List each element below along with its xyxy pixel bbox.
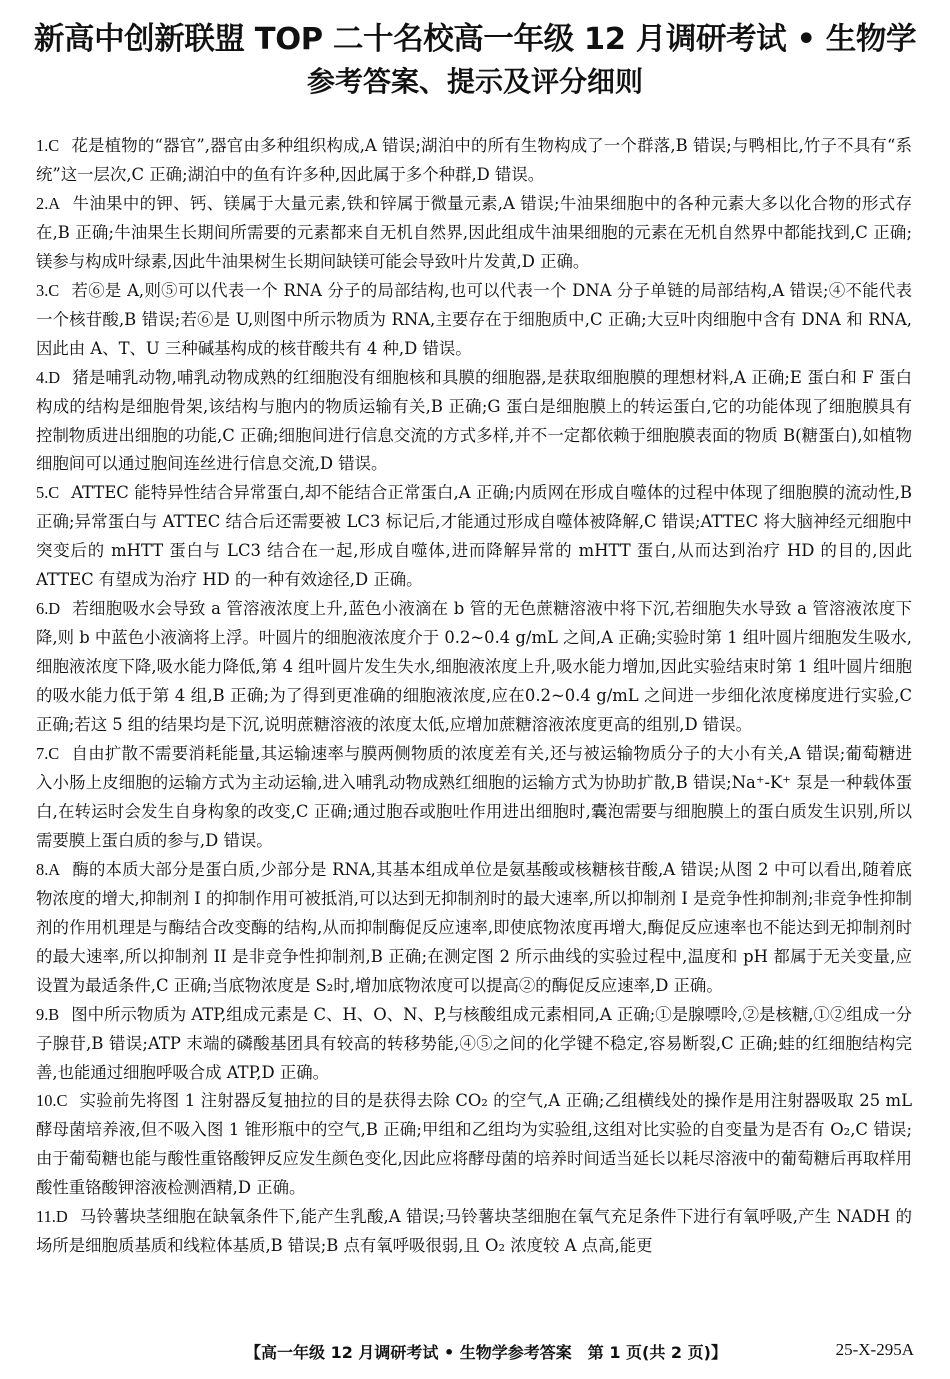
- page-subtitle: 参考答案、提示及评分细则: [306, 65, 643, 98]
- item-answer: C: [48, 744, 60, 764]
- item-answer: C: [48, 483, 60, 503]
- footer-code: 25-X-295A: [835, 1340, 914, 1359]
- page-title: 新高中创新联盟 TOP 二十名校高一年级 12 月调研考试 • 生物学: [33, 22, 917, 57]
- item-number: 4.: [36, 367, 49, 387]
- item-explanation: 酶的本质大部分是蛋白质,少部分是 RNA,其基本组成单位是氨基酸或核糖核苷酸,A 错误;从图 2 中可以看出,随着底物浓度的增大,抑制剂 I 的抑制作用可被抵消,可以达到无抑制剂时的最大速率,所以抑制剂 I 是竞争性抑制剂;非竞争性抑制剂的作用机理是与酶结合改变酶的结构,从而抑制酶促反应速率,即使底物浓度再增大,酶促反应速率也不能达到无抑制剂时的最大速率,所以抑制剂 II 是非竞争性抑制剂,B 正确;在测定图 2 所示曲线的实验过程中,温度和 pH 都属于无关变量,应设置为最适条件,C 正确;当底物浓度是 S₂时,增加底物浓度可以提高②的酶促反应速率,D 正确。: [36, 859, 912, 995]
- answer-item-9: [36, 1001, 912, 1088]
- item-number: 3.: [36, 280, 49, 300]
- item-explanation: 花是植物的“器官”,器官由多种组织构成,A 错误;湖泊中的所有生物构成了一个群落,B 错误;与鸭相比,竹子不具有“系统”这一层次,C 正确;湖泊中的鱼有许多种,因此属于多个种群,D 错误。: [36, 136, 912, 184]
- item-answer: C: [56, 1091, 68, 1111]
- item-number: 9.: [36, 1004, 49, 1024]
- footer-title: 【高一年级 12 月调研考试 • 生物学参考答案 第 1 页(共 2 页)】: [245, 1343, 727, 1362]
- answer-item-11: [36, 1203, 912, 1261]
- answer-item-2: [36, 190, 912, 277]
- item-explanation: 自由扩散不需要消耗能量,其运输速率与膜两侧物质的浓度差有关,还与被运输物质分子的大小有关,A 错误;葡萄糖进入小肠上皮细胞的运输方式为主动运输,进入哺乳动物成熟红细胞的运输方式为协助扩散,B 错误;Na⁺-K⁺ 泵是一种载体蛋白,在转运时会发生自身构象的改变,C 正确;通过胞吞或胞吐作用进出细胞时,囊泡需要与细胞膜上的蛋白质发生识别,所以需要膜上蛋白质的参与,D 错误。: [36, 744, 912, 850]
- item-explanation: 若细胞吸水会导致 a 管溶液浓度上升,蓝色小液滴在 b 管的无色蔗糖溶液中将下沉,若细胞失水导致 a 管溶液浓度下降,则 b 中蓝色小液滴将上浮。叶圆片的细胞液浓度介于 0.2~0.4 g/mL 之间,A 正确;实验时第 1 组叶圆片细胞发生吸水,细胞液浓度下降,吸水能力降低,第 4 组叶圆片发生失水,细胞液浓度上升,吸水能力增加,因此实验结束时第 1 组叶圆片细胞的吸水能力低于第 4 组,B 正确;为了得到更准确的细胞液浓度,应在0.2~0.4 g/mL 之间进一步细化浓度梯度进行实验,C 正确;若这 5 组的结果均是下沉,说明蔗糖溶液的浓度太低,应增加蔗糖溶液浓度更高的组别,D 错误。: [36, 599, 912, 735]
- item-number: 5.: [36, 483, 49, 503]
- item-number: 8.: [36, 859, 49, 879]
- item-explanation: 图中所示物质为 ATP,组成元素是 C、H、O、N、P,与核酸组成元素相同,A 正确;①是腺嘌呤,②是核糖,①②组成一分子腺苷,B 错误;ATP 末端的磷酸基团具有较高的转移势能,④⑤之间的化学键不稳定,容易断裂,C 正确;蛙的红细胞结构完善,也能通过细胞呼吸合成 ATP,D 正确。: [36, 1004, 912, 1082]
- item-number: 6.: [36, 599, 49, 619]
- item-explanation: ATTEC 能特异性结合异常蛋白,却不能结合正常蛋白,A 正确;内质网在形成自噬体的过程中体现了细胞膜的流动性,B 正确;异常蛋白与 ATTEC 结合后还需要被 LC3 标记后,才能通过形成自噬体被降解,C 错误;ATTEC 将大脑神经元细胞中突变后的 mHTT 蛋白与 LC3 结合在一起,形成自噬体,进而降解异常的 mHTT 蛋白,从而达到治疗 HD 的目的,因此 ATTEC 有望成为治疗 HD 的一种有效途径,D 正确。: [36, 483, 912, 590]
- answer-item-3: [36, 277, 912, 364]
- item-answer: D: [55, 1207, 68, 1227]
- item-explanation: 猪是哺乳动物,哺乳动物成熟的红细胞没有细胞核和具膜的细胞器,是获取细胞膜的理想材料,A 正确;E 蛋白和 F 蛋白构成的结构是细胞骨架,该结构与胞内的物质运输有关,B 正确;G 蛋白是细胞膜上的转运蛋白,它的功能体现了细胞膜具有控制物质进出细胞的功能,C 正确;细胞间进行信息交流的方式多样,并不一定都依赖于细胞膜表面的物质 B(糖蛋白),如植物细胞间可以通过胞间连丝进行信息交流,D 错误。: [36, 367, 912, 474]
- item-number: 11.: [36, 1207, 56, 1227]
- item-answer: D: [48, 367, 61, 387]
- answer-item-6: [36, 595, 912, 740]
- item-number: 10.: [36, 1091, 57, 1111]
- answer-item-4: [36, 364, 912, 480]
- answer-item-5: [36, 479, 912, 595]
- item-answer: D: [48, 599, 61, 619]
- item-explanation: 若⑥是 A,则⑤可以代表一个 RNA 分子的局部结构,也可以代表一个 DNA 分子单链的局部结构,A 错误;④不能代表一个核苷酸,B 错误;若⑥是 U,则图中所示物质为 RNA,主要存在于细胞质中,C 正确;大豆叶肉细胞中含有 DNA 和 RNA,因此由 A、T、U 三种碱基构成的核苷酸共有 4 种,D 错误。: [36, 280, 912, 358]
- answer-item-8: [36, 856, 912, 1001]
- item-answer: A: [48, 859, 61, 879]
- answer-item-10: [36, 1087, 912, 1203]
- item-answer: C: [48, 280, 60, 300]
- item-explanation: 实验前先将图 1 注射器反复抽拉的目的是获得去除 CO₂ 的空气,A 正确;乙组横线处的操作是用注射器吸取 25 mL 酵母菌培养液,但不吸入图 1 锥形瓶中的空气,B 正确;甲组和乙组均为实验组,这组对比实验的自变量为是否有 O₂,C 错误;由于葡萄糖也能与酸性重铬酸钾反应发生颜色变化,因此应将酵母菌的培养时间适当延长以耗尽溶液中的葡萄糖后再取样用酸性重铬酸钾溶液检测酒精,D 正确。: [36, 1091, 912, 1198]
- item-explanation: 牛油果中的钾、钙、镁属于大量元素,铁和锌属于微量元素,A 错误;牛油果细胞中的各种元素大多以化合物的形式存在,B 正确;牛油果生长期间所需要的元素都来自无机自然界,因此组成牛油果细胞的元素在无机自然界中都能找到,C 正确;镁参与构成叶绿素,因此牛油果树生长期间缺镁可能会导致叶片发黄,D 正确。: [36, 193, 912, 271]
- item-answer: B: [48, 1004, 60, 1024]
- item-answer: A: [48, 193, 61, 213]
- item-answer: C: [48, 136, 60, 155]
- answer-item-1: [36, 132, 912, 190]
- answer-list: [36, 132, 912, 1261]
- item-explanation: 马铃薯块茎细胞在缺氧条件下,能产生乳酸,A 错误;马铃薯块茎细胞在氧气充足条件下进行有氧呼吸,产生 NADH 的场所是细胞质基质和线粒体基质,B 错误;B 点有氧呼吸很弱,且 O₂ 浓度较 A 点高,能更: [36, 1207, 912, 1256]
- item-number: 1.: [36, 136, 49, 155]
- item-number: 7.: [36, 744, 49, 764]
- answer-item-7: [36, 740, 912, 856]
- item-number: 2.: [36, 193, 49, 213]
